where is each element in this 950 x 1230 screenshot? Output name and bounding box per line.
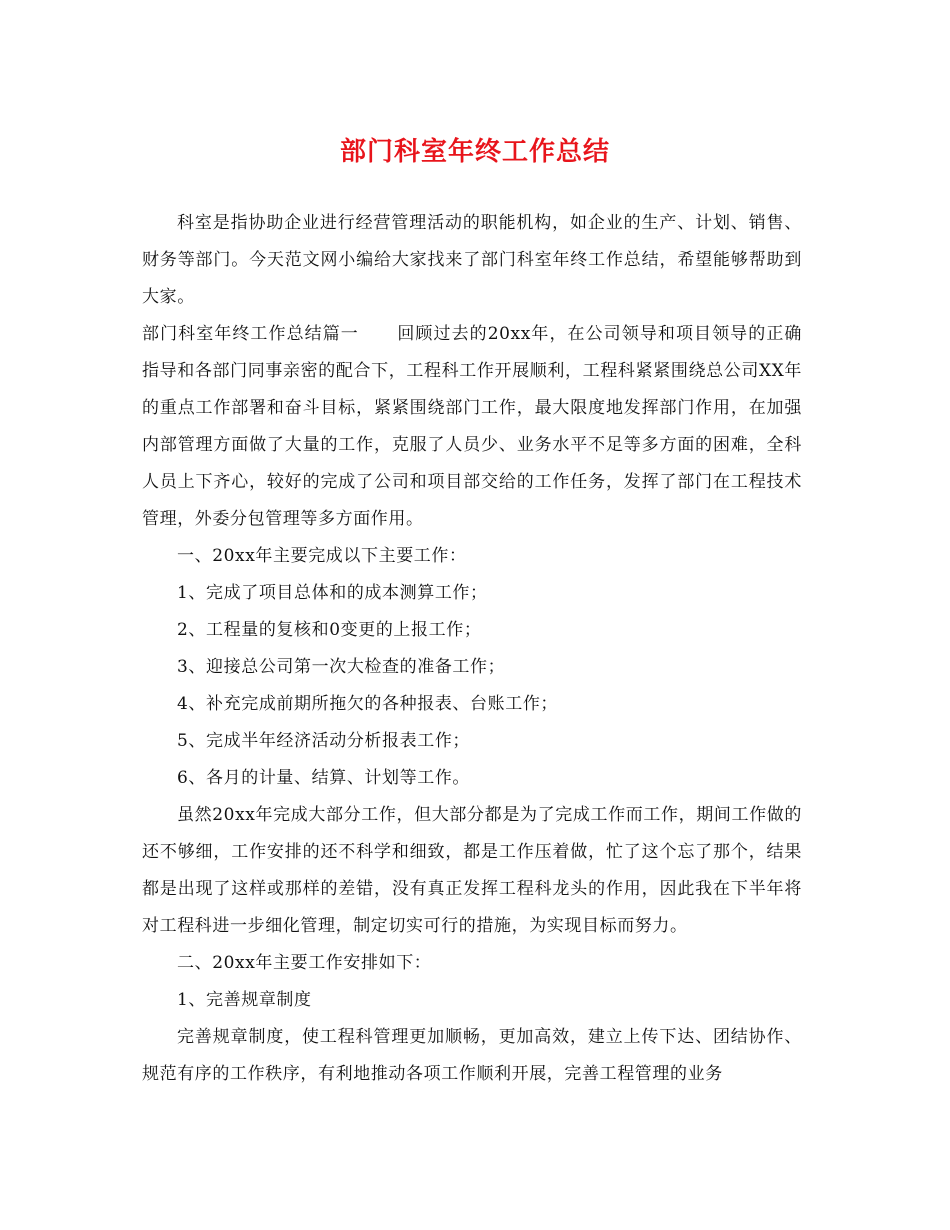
list-item: 5、完成半年经济活动分析报表工作； — [177, 731, 471, 751]
list-item: 2、工程量的复核和0变更的上报工作； — [177, 620, 482, 640]
part1-heading: 一、20xx年主要完成以下主要工作： — [177, 546, 467, 566]
list-item: 3、迎接总公司第一次大检查的准备工作； — [177, 657, 506, 677]
part2-item-paragraph: 完善规章制度，使工程科管理更加顺畅，更加高效，建立上传下达、团结协作、规范有序的工作秩序，有利地推动各项工作顺利开展，完善工程管理的业务 — [142, 1027, 802, 1084]
intro-paragraph: 科室是指协助企业进行经营管理活动的职能机构，如企业的生产、计划、销售、财务等部门。今天范文网小编给大家找来了部门科室年终工作总结，希望能够帮助到大家。 — [142, 213, 802, 307]
document-body — [142, 205, 802, 1093]
list-item: 6、各月的计量、结算、计划等工作。 — [177, 768, 471, 788]
section1-text: 回顾过去的20xx年，在公司领导和项目领导的正确指导和各部门同事亲密的配合下，工程科工作开展顺利，工程科紧紧围绕总公司XX年的重点工作部署和奋斗目标，紧紧围绕部门工作，最大限度地发挥部门作用，在加强内部管理方面做了大量的工作，克服了人员少、业务水平不足等多方面的困难，全科人员上下齐心，较好的完成了公司和项目部交给的工作任务，发挥了部门在工程技术管理，外委分包管理等多方面作用。 — [142, 324, 802, 529]
list-item: 1、完成了项目总体和的成本测算工作； — [177, 583, 488, 603]
document-title: 部门科室年终工作总结 — [339, 137, 610, 167]
part2-heading: 二、20xx年主要工作安排如下： — [177, 953, 432, 973]
list-item: 4、补充完成前期所拖欠的各种报表、台账工作； — [177, 694, 559, 714]
section1-heading: 部门科室年终工作总结篇一 — [142, 324, 359, 344]
reflection-paragraph: 虽然20xx年完成大部分工作，但大部分都是为了完成工作而工作，期间工作做的还不够细，工作安排的还不科学和细致，都是工作压着做，忙了这个忘了那个，结果都是出现了这样或那样的差错，没有真正发挥工程科龙头的作用，因此我在下半年将对工程科进一步细化管理，制定切实可行的措施，为实现目标而努力。 — [142, 805, 802, 936]
part2-item-heading: 1、完善规章制度 — [177, 990, 312, 1010]
section1-paragraph — [142, 316, 802, 538]
